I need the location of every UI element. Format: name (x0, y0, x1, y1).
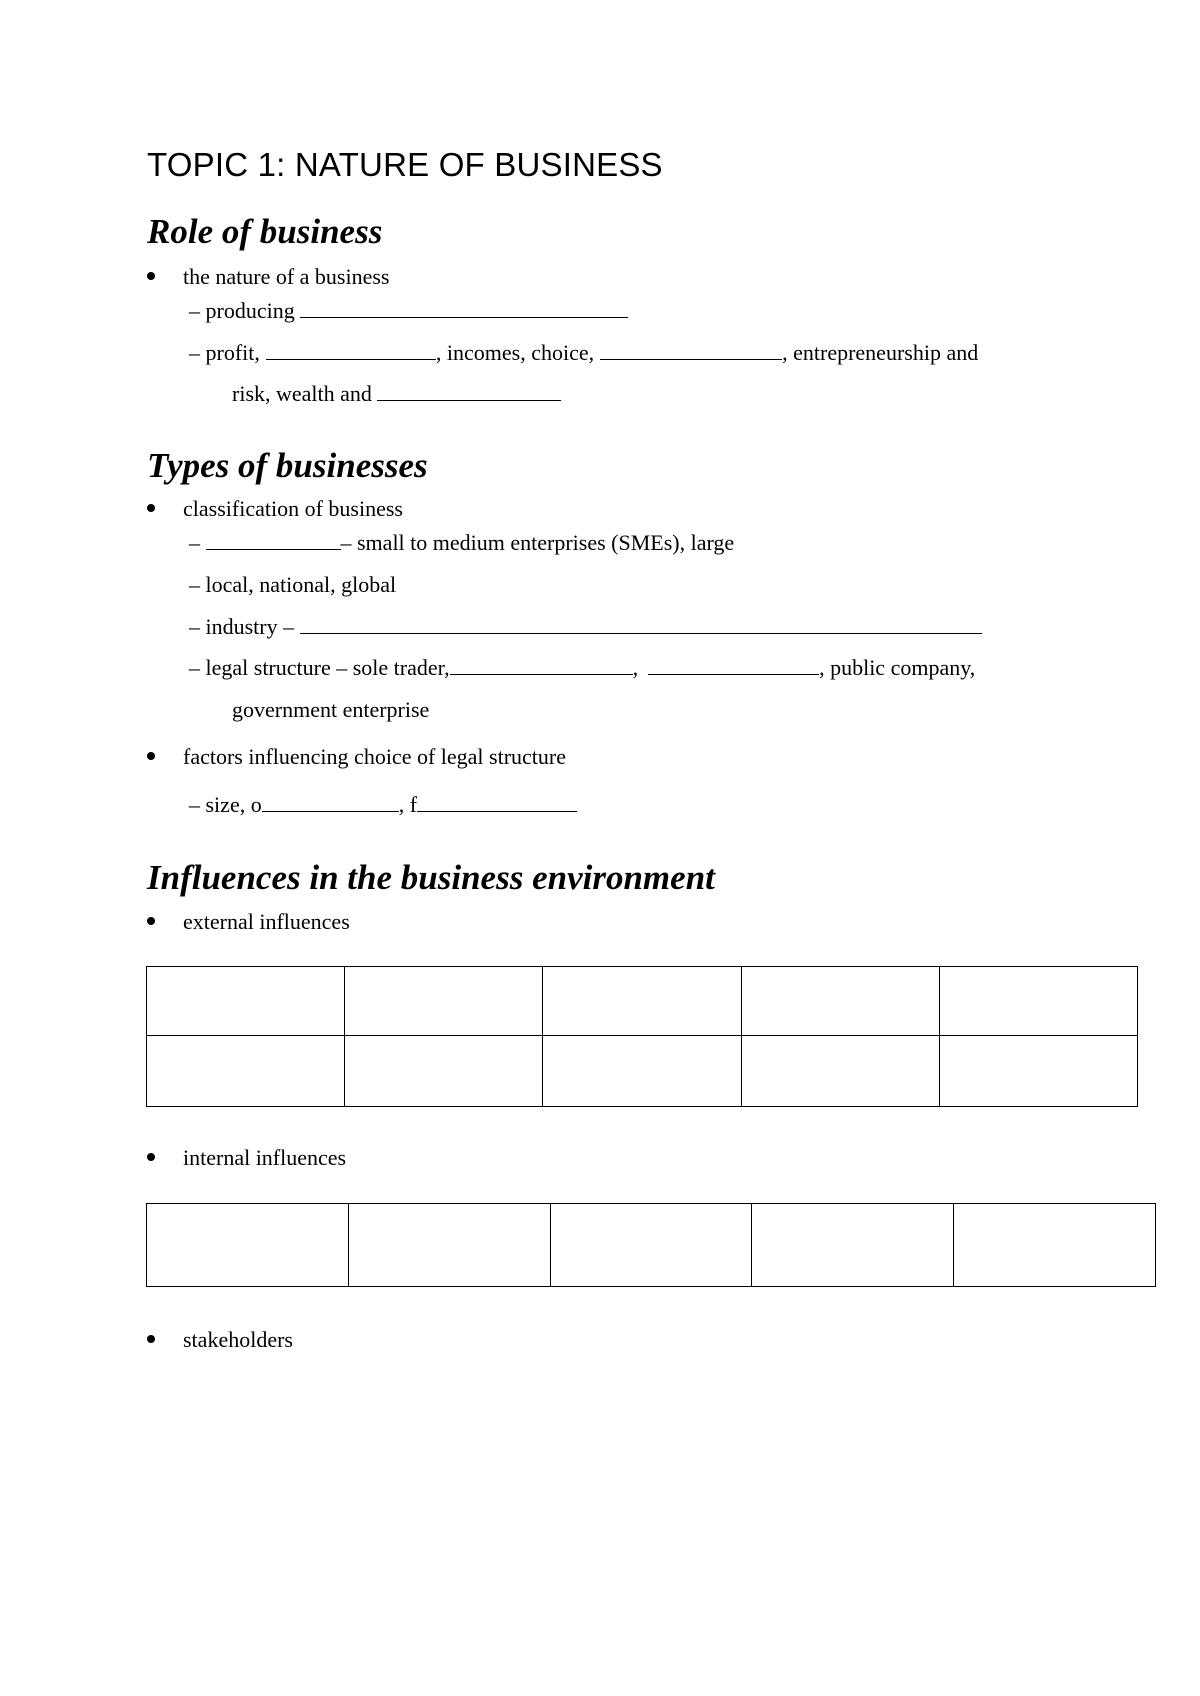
table-cell[interactable] (752, 1204, 954, 1287)
line-government-enterprise: government enterprise (232, 697, 430, 722)
table-cell[interactable] (741, 967, 939, 1036)
heading-influences: Influences in the business environment (147, 858, 715, 897)
table-cell[interactable] (954, 1204, 1156, 1287)
table-cell[interactable] (939, 1036, 1137, 1107)
line-factors (189, 792, 577, 818)
line-risk-wealth (232, 381, 561, 407)
external-influences-table (146, 966, 1138, 1107)
label-incomes-choice: , incomes, choice, (435, 340, 595, 365)
label-size-rest: – small to medium enterprises (SMEs), large (340, 530, 735, 555)
label-factors-b: , f (398, 792, 418, 817)
bullet-factors-legal-structure: factors influencing choice of legal structure (183, 744, 567, 769)
bullet (147, 504, 155, 512)
label-factors-a: – size, o (189, 792, 262, 817)
table-cell[interactable] (345, 1036, 543, 1107)
line-producing (189, 298, 628, 324)
bullet (147, 1153, 155, 1161)
table-row (147, 967, 1138, 1036)
label-legal-a: – legal structure – sole trader, (189, 655, 450, 680)
table-row (147, 1036, 1138, 1107)
blank-finance[interactable] (417, 793, 577, 812)
line-size (189, 530, 734, 556)
page-title: TOPIC 1: NATURE OF BUSINESS (147, 146, 663, 183)
label-entrepreneurship: , entrepreneurship and (782, 340, 979, 365)
blank-profit[interactable] (266, 341, 436, 360)
label-legal-comma: , (632, 655, 639, 680)
bullet-external-influences: external influences (183, 909, 350, 934)
blank-choice[interactable] (600, 341, 782, 360)
table-cell[interactable] (741, 1036, 939, 1107)
bullet (147, 917, 155, 925)
table-cell[interactable] (543, 967, 741, 1036)
line-legal-structure (189, 655, 975, 681)
label-industry: – industry – (189, 614, 295, 639)
bullet (147, 272, 155, 280)
line-industry (189, 614, 982, 640)
blank-producing[interactable] (300, 299, 628, 318)
blank-wealth[interactable] (377, 382, 561, 401)
table-cell[interactable] (348, 1204, 550, 1287)
blank-legal-1[interactable] (450, 656, 633, 675)
label-risk-wealth: risk, wealth and (232, 381, 372, 406)
label-profit: – profit, (189, 340, 260, 365)
blank-ownership[interactable] (262, 793, 399, 812)
label-producing: – producing (189, 298, 295, 323)
bullet (147, 752, 155, 760)
blank-industry[interactable] (300, 615, 982, 634)
bullet-classification: classification of business (183, 496, 403, 521)
blank-legal-2[interactable] (648, 656, 819, 675)
blank-size[interactable] (206, 531, 341, 550)
label-size-dash: – (189, 530, 200, 555)
bullet-internal-influences: internal influences (183, 1145, 347, 1170)
line-geo: – local, national, global (189, 572, 397, 597)
table-cell[interactable] (939, 967, 1137, 1036)
table-cell[interactable] (147, 1204, 349, 1287)
table-cell[interactable] (550, 1204, 752, 1287)
internal-influences-table (146, 1203, 1156, 1287)
bullet-nature-of-business: the nature of a business (183, 264, 390, 289)
table-cell[interactable] (147, 967, 345, 1036)
table-cell[interactable] (147, 1036, 345, 1107)
table-cell[interactable] (345, 967, 543, 1036)
heading-types-of-businesses: Types of businesses (147, 446, 428, 485)
bullet-stakeholders: stakeholders (183, 1327, 293, 1352)
label-legal-b: , public company, (819, 655, 976, 680)
bullet (147, 1335, 155, 1343)
table-row (147, 1204, 1156, 1287)
line-profit (189, 340, 978, 366)
table-cell[interactable] (543, 1036, 741, 1107)
heading-role-of-business: Role of business (147, 212, 383, 251)
